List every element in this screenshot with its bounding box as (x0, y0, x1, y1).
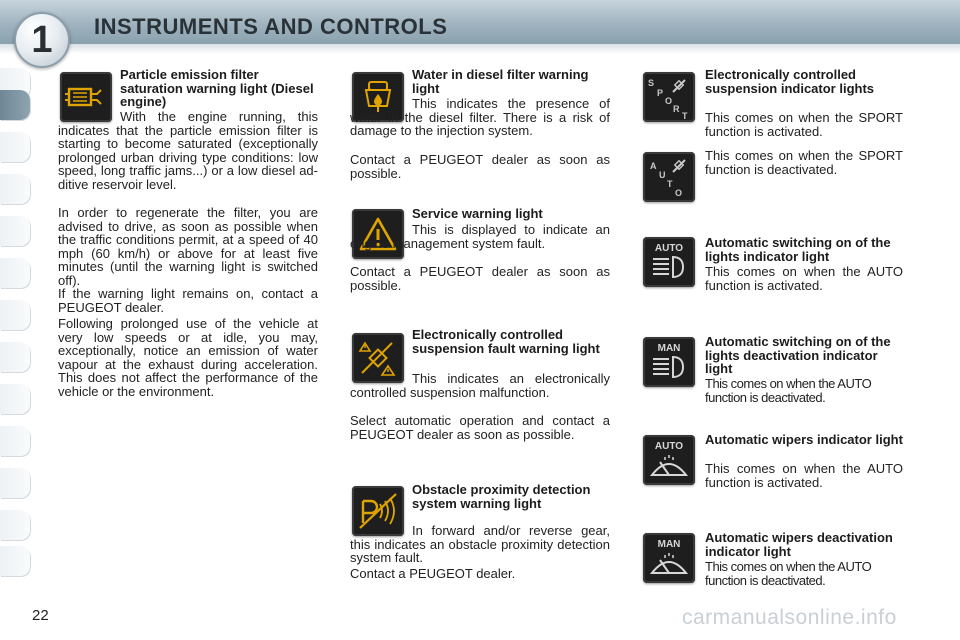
header-fade (0, 44, 960, 54)
service-warning-text-1: This is displayed to indicate an engine management system fault. (350, 222, 610, 251)
particle-filter-text-4: Following prolonged use of the vehicle at very low speeds or at idle, you may, exceptionally, notice an emission of water vapour at the exhaust during acceleration. This does not affect the performance of the vehicle or the environment. (58, 316, 318, 399)
svg-text:O: O (665, 96, 673, 106)
particle-filter-text-2: In order to regenerate the filter, you are advised to drive, as soon as possible when the traffic conditions permit, at a speed of 40 mph (60 km/h) or above for at least five minutes (until the warning light is switched off). (58, 205, 318, 288)
auto-lights-on-title: Automatic switching on of the lights indicator light (705, 235, 891, 264)
particle-filter-title: Particle emission filter saturation warning light (Diesel engine) (120, 67, 314, 109)
obstacle-detection-text-1: In forward and/or reverse gear, this indicates an obstacle proximity detection system fault. (350, 523, 610, 565)
chapter-number-badge: 1 (14, 12, 70, 68)
suspension-sport-icon (643, 72, 695, 122)
particle-filter-text-1: With the engine running, this indicates that the particle emission filter is starting to become saturated (exceptionally prolonged urban driving type conditions: low speed, long traffic jams...) or a low diesel additive reservoir level. (58, 109, 318, 192)
chapter-tab[interactable] (0, 426, 30, 456)
watermark: carmanualsonline.info (682, 606, 897, 629)
suspension-fault-title: Electronically controlled suspension fault warning light (412, 327, 600, 356)
suspension-fault-text-2: Select automatic operation and contact a PEUGEOT dealer as soon as possible. (350, 413, 610, 442)
suspension-auto-icon (643, 152, 695, 202)
auto-lights-on-icon-label: AUTO (654, 243, 684, 254)
svg-text:P: P (657, 88, 664, 98)
chapter-title: INSTRUMENTS AND CONTROLS (94, 14, 448, 39)
service-warning-title: Service warning light (412, 206, 543, 221)
auto-lights-off-text: This comes on when the AUTO function is deactivated. (705, 376, 872, 405)
svg-text:S: S (648, 78, 655, 88)
suspension-indicator-text-1: This comes on when the SPORT function is activated. (705, 110, 903, 139)
auto-wipers-off-icon (643, 533, 695, 583)
chapter-tab[interactable] (0, 384, 30, 414)
auto-lights-off-icon (643, 337, 695, 387)
suspension-indicator-text-2: This comes on when the SPORT function is deactivated. (705, 148, 903, 177)
chapter-tabs (0, 68, 34, 576)
auto-lights-on-icon (643, 237, 695, 287)
service-warning-text-2: Contact a PEUGEOT dealer as soon as possible. (350, 264, 610, 293)
auto-lights-off-title: Automatic switching on of the lights deactivation indicator light (705, 334, 891, 376)
auto-wipers-off-text: This comes on when the AUTO function is deactivated. (705, 559, 872, 588)
obstacle-detection-text-2: Contact a PEUGEOT dealer. (350, 566, 516, 581)
chapter-tab[interactable] (0, 468, 30, 498)
auto-wipers-off-title: Automatic wipers deactivation indicator light (705, 530, 893, 559)
auto-wipers-off-icon-label: MAN (657, 539, 681, 550)
water-in-diesel-title: Water in diesel filter warning light (412, 67, 589, 96)
chapter-tab[interactable] (0, 174, 30, 204)
svg-text:T: T (682, 111, 688, 121)
water-in-diesel-text-1: This indicates the presence of water in the diesel filter. There is a risk of damage to the injection system. (350, 96, 610, 138)
auto-wipers-on-text: This comes on when the AUTO function is activated. (705, 461, 903, 490)
auto-wipers-on-title: Automatic wipers indicator light (705, 432, 903, 447)
chapter-tab-active[interactable] (0, 90, 30, 120)
svg-text:T: T (667, 179, 673, 189)
obstacle-detection-title: Obstacle proximity detection system warning light (412, 482, 591, 511)
page-number: 22 (32, 607, 49, 624)
water-in-diesel-text-2: Contact a PEUGEOT dealer as soon as possible. (350, 152, 610, 181)
auto-wipers-on-icon (643, 435, 695, 485)
chapter-tab[interactable] (0, 300, 30, 330)
chapter-tab[interactable] (0, 132, 30, 162)
svg-text:R: R (673, 104, 680, 114)
svg-text:O: O (675, 188, 683, 198)
chapter-tab[interactable] (0, 216, 30, 246)
auto-wipers-on-icon-label: AUTO (654, 441, 684, 452)
auto-lights-off-icon-label: MAN (657, 343, 681, 354)
chapter-tab[interactable] (0, 342, 30, 372)
suspension-fault-text-1: This indicates an electronically controlled suspension malfunction. (350, 371, 610, 400)
svg-text:U: U (659, 170, 666, 180)
particle-filter-text-3: If the warning light remains on, contact a PEUGEOT dealer. (58, 286, 318, 315)
suspension-indicator-title: Electronically controlled suspension indicator lights (705, 67, 875, 96)
svg-text:A: A (650, 161, 657, 171)
auto-lights-on-text: This comes on when the AUTO function is activated. (705, 264, 903, 293)
chapter-tab[interactable] (0, 510, 30, 540)
chapter-tab[interactable] (0, 258, 30, 288)
chapter-tab[interactable] (0, 546, 30, 576)
